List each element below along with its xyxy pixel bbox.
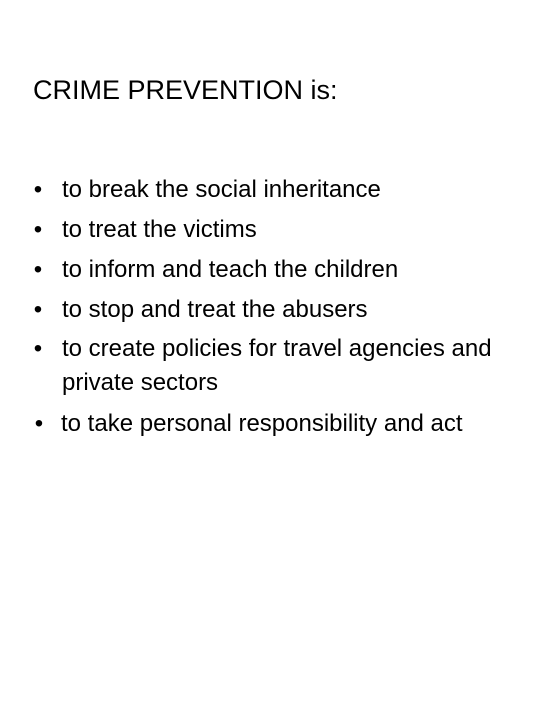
list-item	[32, 212, 522, 247]
list-item	[32, 332, 522, 400]
bullet-icon: •	[33, 176, 43, 203]
list-item-text: to inform and teach the children	[62, 256, 399, 283]
bullet-icon: •	[33, 296, 43, 323]
list-item	[32, 252, 522, 287]
list-item-text: to take personal responsibility and act	[61, 410, 463, 437]
list-item	[33, 407, 513, 441]
bullet-icon: •	[34, 410, 44, 437]
list-item	[32, 292, 522, 327]
list-item-text: to create policies for travel agencies and private sectors	[62, 335, 492, 396]
list-item	[32, 172, 522, 207]
bullet-icon: •	[33, 256, 43, 283]
secondary-bullet-list	[33, 407, 513, 441]
slide-title: CRIME PREVENTION is:	[33, 75, 338, 105]
bullet-icon: •	[33, 216, 43, 243]
bullet-list	[32, 172, 522, 405]
list-item-text: to break the social inheritance	[62, 176, 381, 203]
list-item-text: to treat the victims	[62, 216, 257, 243]
list-item-text: to stop and treat the abusers	[62, 296, 368, 323]
bullet-icon: •	[33, 335, 43, 362]
